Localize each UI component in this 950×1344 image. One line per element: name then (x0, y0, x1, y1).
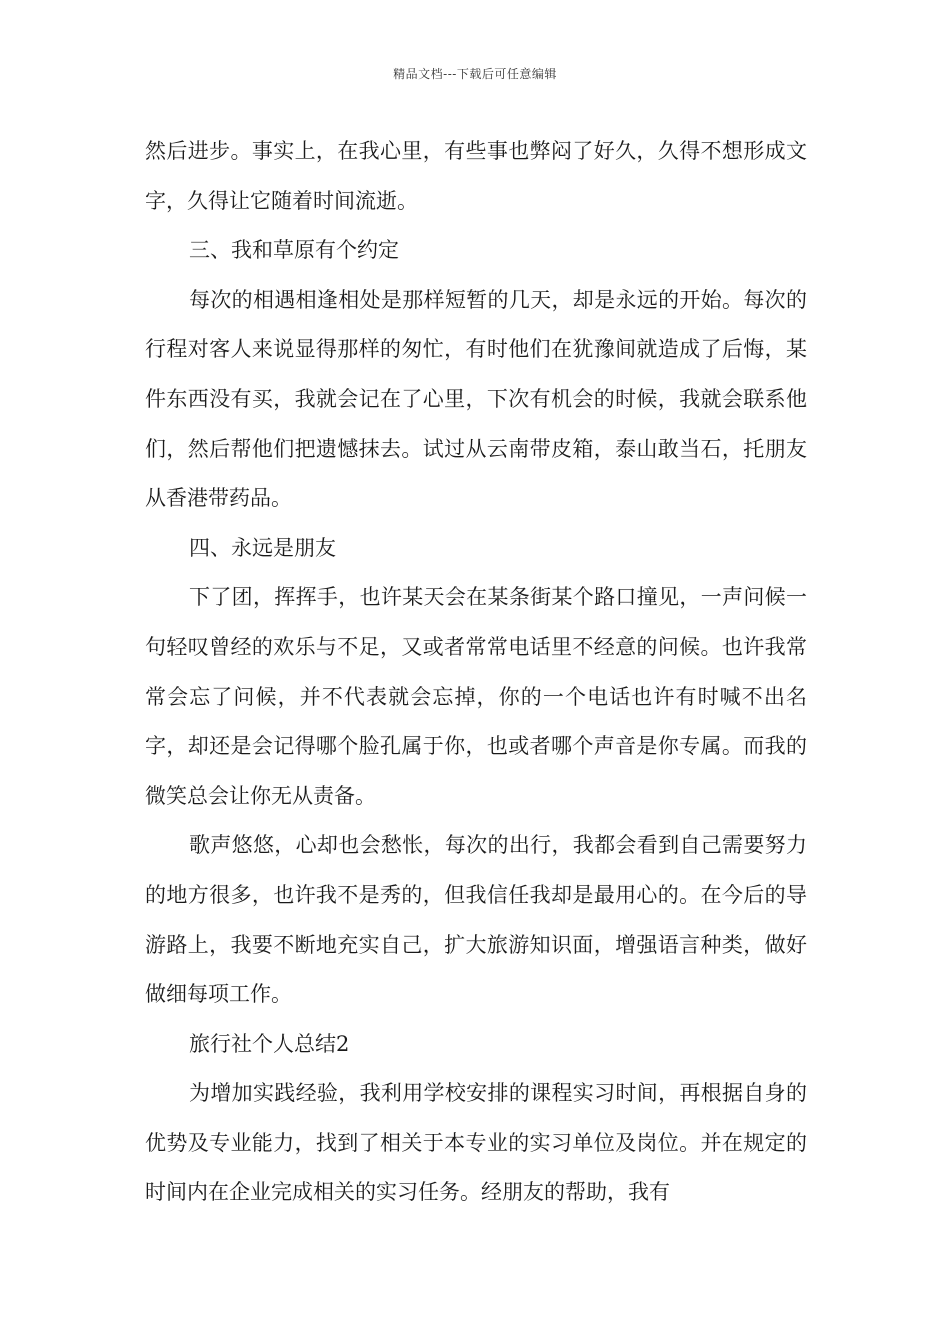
paragraph: 然后进步。事实上，在我心里，有些事也弊闷了好久，久得不想形成文字，久得让它随着时间流逝。 (145, 139, 807, 213)
paragraph: 下了团，挥挥手，也许某天会在某条街某个路口撞见，一声问候一句轻叹曾经的欢乐与不足，又或者常常电话里不经意的问候。也许我常常会忘了问候，并不代表就会忘掉，你的一个电话也许有时喊不出名字，却还是会记得哪个脸孔属于你，也或者哪个声音是你专属。而我的微笑总会让你无从责备。 (145, 585, 807, 808)
section-heading: 旅行社个人总结2 (189, 1031, 350, 1056)
section-heading: 四、永远是朋友 (189, 535, 336, 560)
page-header: 精品文档---下载后可任意编辑 (393, 67, 557, 81)
document-body (145, 127, 807, 1218)
paragraph: 每次的相遇相逢相处是那样短暂的几天，却是永远的开始。每次的行程对客人来说显得那样的匆忙，有时他们在犹豫间就造成了后悔，某件东西没有买，我就会记在了心里，下次有机会的时候，我就会联系他们，然后帮他们把遗憾抹去。试过从云南带皮箱，泰山敢当石，托朋友从香港带药品。 (145, 287, 807, 511)
section-heading: 三、我和草原有个约定 (189, 238, 399, 263)
paragraph: 为增加实践经验，我利用学校安排的课程实习时间，再根据自身的优势及专业能力，找到了相关于本专业的实习单位及岗位。并在规定的时间内在企业完成相关的实习任务。经朋友的帮助，我有 (145, 1081, 807, 1205)
paragraph: 歌声悠悠，心却也会愁怅，每次的出行，我都会看到自己需要努力的地方很多，也许我不是秀的，但我信任我却是最用心的。在今后的导游路上，我要不断地充实自己，扩大旅游知识面，增强语言种类，做好做细每项工作。 (145, 833, 807, 1007)
